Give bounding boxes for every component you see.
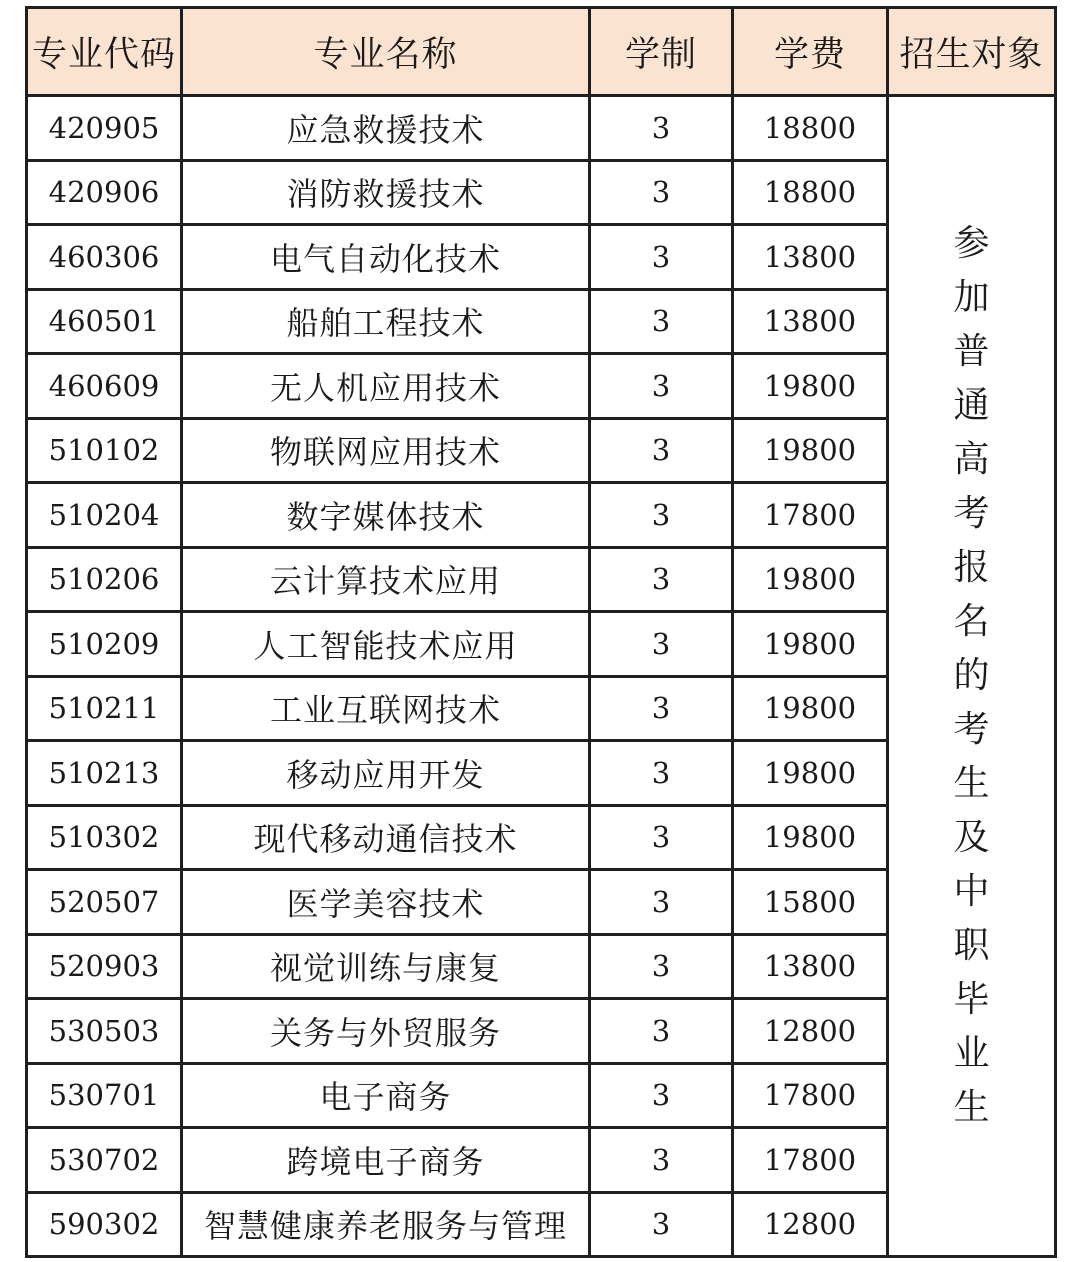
cell-code: 530702	[27, 1128, 182, 1193]
cell-fee: 19800	[733, 805, 888, 870]
cell-code: 530701	[27, 1063, 182, 1128]
cell-code: 510302	[27, 805, 182, 870]
enrollment-table	[25, 6, 1057, 1258]
cell-name: 消防救援技术	[182, 160, 590, 225]
cell-years: 3	[590, 805, 733, 870]
cell-code: 460306	[27, 225, 182, 290]
cell-years: 3	[590, 999, 733, 1064]
cell-name: 电子商务	[182, 1063, 590, 1128]
cell-name: 移动应用开发	[182, 741, 590, 806]
cell-years: 3	[590, 289, 733, 354]
cell-years: 3	[590, 676, 733, 741]
cell-fee: 19800	[733, 676, 888, 741]
cell-years: 3	[590, 1063, 733, 1128]
cell-fee: 19800	[733, 418, 888, 483]
cell-name: 跨境电子商务	[182, 1128, 590, 1193]
cell-years: 3	[590, 547, 733, 612]
cell-name: 智慧健康养老服务与管理	[182, 1192, 590, 1257]
header-name: 专业名称	[182, 8, 590, 96]
cell-years: 3	[590, 612, 733, 677]
cell-name: 电气自动化技术	[182, 225, 590, 290]
cell-name: 现代移动通信技术	[182, 805, 590, 870]
cell-years: 3	[590, 934, 733, 999]
target-text: 参加普通高考报名的考生及中职毕业生	[953, 223, 990, 1128]
cell-target	[888, 96, 1056, 1257]
cell-fee: 17800	[733, 1063, 888, 1128]
cell-name: 应急救援技术	[182, 96, 590, 161]
cell-years: 3	[590, 741, 733, 806]
cell-fee: 19800	[733, 612, 888, 677]
cell-name: 医学美容技术	[182, 870, 590, 935]
enrollment-table-container	[25, 6, 1057, 1258]
cell-years: 3	[590, 160, 733, 225]
header-fee: 学费	[733, 8, 888, 96]
cell-fee: 13800	[733, 934, 888, 999]
cell-fee: 17800	[733, 483, 888, 548]
cell-code: 510102	[27, 418, 182, 483]
header-code: 专业代码	[27, 8, 182, 96]
cell-fee: 13800	[733, 225, 888, 290]
table-row	[27, 96, 1056, 161]
cell-years: 3	[590, 870, 733, 935]
cell-code: 530503	[27, 999, 182, 1064]
cell-fee: 19800	[733, 741, 888, 806]
cell-name: 无人机应用技术	[182, 354, 590, 419]
cell-years: 3	[590, 1128, 733, 1193]
cell-name: 工业互联网技术	[182, 676, 590, 741]
cell-code: 510213	[27, 741, 182, 806]
header-years: 学制	[590, 8, 733, 96]
cell-code: 510206	[27, 547, 182, 612]
cell-name: 视觉训练与康复	[182, 934, 590, 999]
cell-name: 数字媒体技术	[182, 483, 590, 548]
header-target: 招生对象	[888, 8, 1056, 96]
cell-fee: 12800	[733, 1192, 888, 1257]
cell-code: 520903	[27, 934, 182, 999]
cell-code: 420906	[27, 160, 182, 225]
table-header-row	[27, 8, 1056, 96]
cell-code: 510204	[27, 483, 182, 548]
cell-fee: 19800	[733, 547, 888, 612]
cell-name: 船舶工程技术	[182, 289, 590, 354]
cell-code: 590302	[27, 1192, 182, 1257]
cell-years: 3	[590, 96, 733, 161]
cell-fee: 15800	[733, 870, 888, 935]
cell-code: 510209	[27, 612, 182, 677]
cell-code: 460501	[27, 289, 182, 354]
cell-fee: 18800	[733, 160, 888, 225]
cell-code: 460609	[27, 354, 182, 419]
cell-fee: 13800	[733, 289, 888, 354]
cell-fee: 19800	[733, 354, 888, 419]
cell-code: 420905	[27, 96, 182, 161]
cell-code: 510211	[27, 676, 182, 741]
cell-name: 人工智能技术应用	[182, 612, 590, 677]
cell-fee: 12800	[733, 999, 888, 1064]
cell-years: 3	[590, 354, 733, 419]
cell-name: 物联网应用技术	[182, 418, 590, 483]
cell-name: 云计算技术应用	[182, 547, 590, 612]
cell-name: 关务与外贸服务	[182, 999, 590, 1064]
cell-years: 3	[590, 483, 733, 548]
cell-years: 3	[590, 225, 733, 290]
cell-years: 3	[590, 418, 733, 483]
cell-code: 520507	[27, 870, 182, 935]
cell-fee: 17800	[733, 1128, 888, 1193]
cell-fee: 18800	[733, 96, 888, 161]
cell-years: 3	[590, 1192, 733, 1257]
